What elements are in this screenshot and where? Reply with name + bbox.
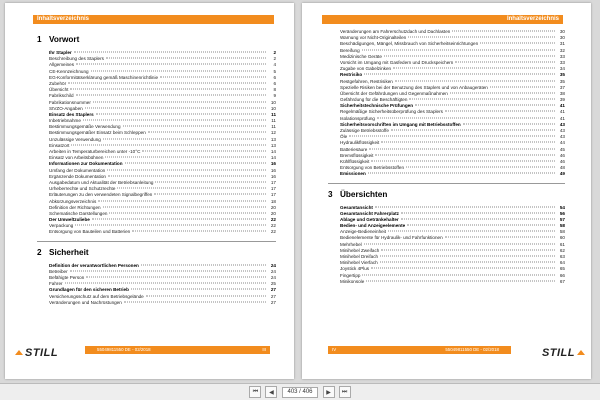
toc-entry-page: 9 bbox=[273, 93, 276, 99]
toc-entry-title: Informationen zur Dokumentation bbox=[49, 161, 123, 167]
toc-entry-title: Beschädigungen, Mängel, Missbrauch von Sicherheitseinrichtungen bbox=[340, 41, 479, 47]
dot-leader bbox=[74, 52, 266, 53]
toc-entry-title: Kühlflüssigkeit bbox=[340, 158, 370, 164]
dot-leader bbox=[384, 55, 555, 56]
toc-entry-title: Veränderungen und Nachrüstungen bbox=[49, 299, 122, 305]
toc-entry-page: 45 bbox=[559, 146, 565, 152]
toc-entry-page: 4 bbox=[273, 62, 276, 68]
toc-entry-page: 41 bbox=[559, 115, 565, 121]
logo-triangle-icon bbox=[15, 350, 23, 355]
toc-entry-title: Übersicht bbox=[49, 87, 69, 93]
toc-entry-title: Isolationsprüfung bbox=[340, 115, 375, 121]
toc-entry-title: Arbeiten in Temperaturbereichen unter -10°C bbox=[49, 149, 141, 154]
toc-entry-page: 17 bbox=[270, 186, 276, 192]
toc-entry[interactable] bbox=[340, 279, 565, 285]
toc-entry-page: 11 bbox=[271, 124, 276, 130]
toc-entry-page: 48 bbox=[559, 165, 565, 171]
toc-entry-title: EG-Konformitätserklärung gemäß Maschinenrichtlinie bbox=[49, 74, 159, 80]
dot-leader bbox=[490, 86, 555, 87]
toc-entry-title: Definition der Richtungen bbox=[49, 204, 101, 210]
toc-entry-title: Definition der verantwortlichen Personen bbox=[49, 262, 139, 268]
toc-entry-title: Urheberrechte und Schutzrechte bbox=[49, 186, 116, 192]
toc-entry-title: Bestimmungsgemäße Verwendung bbox=[49, 124, 121, 130]
document-code: 55049811550 DE - 02/2018 bbox=[97, 347, 151, 352]
toc-entry-page: 30 bbox=[559, 35, 565, 41]
toc-entry-title: Einsatz des Staplers bbox=[49, 111, 94, 117]
dot-leader bbox=[463, 123, 555, 124]
chapter-heading bbox=[37, 248, 276, 259]
dot-leader bbox=[68, 82, 266, 83]
toc-entry-title: Befähigte Person bbox=[49, 275, 85, 280]
toc-entry-page: 16 bbox=[270, 161, 276, 167]
dot-leader bbox=[146, 295, 266, 296]
toc-entry[interactable] bbox=[49, 229, 276, 235]
toc-entry-title: Grundlagen für den sicheren Betrieb bbox=[49, 287, 129, 293]
toc-entry-page: 39 bbox=[559, 97, 565, 103]
toc-entry-page: 46 bbox=[559, 158, 565, 164]
toc-entry-page: 22 bbox=[270, 223, 276, 229]
toc-entry-page: 27 bbox=[270, 299, 276, 305]
toc-entry-page: 66 bbox=[559, 272, 565, 278]
toc-entry-title: Ausgabedatum und Aktualität der Betriebsanleitung bbox=[49, 179, 154, 185]
still-logo: STILL bbox=[541, 347, 575, 359]
dot-leader bbox=[93, 101, 266, 102]
toc-entry-title: Veränderungen am Fahrerschutzdach und Dachlasten bbox=[340, 29, 451, 34]
chapter-title: Übersichten bbox=[340, 189, 388, 199]
dot-leader bbox=[160, 76, 266, 77]
toc-entry-title: Batteriesäure bbox=[340, 146, 368, 152]
toc-entry-title: Fabrikationsnummer bbox=[49, 99, 91, 105]
toc-entry-page: 54 bbox=[559, 204, 565, 210]
toc-entry-title: Übersicht der Gefährdungen und Gegenmaßnahmen bbox=[340, 90, 448, 96]
toc-entry-page: 57 bbox=[559, 216, 565, 222]
toc-entry-title: Schematische Darstellungen bbox=[49, 210, 108, 216]
chapter-divider bbox=[328, 183, 565, 184]
toc-entry-title: Unzulässige Verwendung bbox=[49, 136, 101, 142]
dot-leader bbox=[349, 136, 555, 137]
toc-entry-title: Entsorgung von Betriebsstoffen bbox=[340, 165, 405, 171]
dot-leader bbox=[142, 151, 266, 152]
toc-entry-title: Sicherheitsvorschriften im Umgang mit Betriebsstoffen bbox=[340, 121, 461, 127]
dot-leader bbox=[96, 113, 266, 114]
toc-entry-page: 35 bbox=[559, 78, 565, 84]
toc-entry-title: Verpackung bbox=[49, 223, 74, 229]
page-indicator[interactable]: 403 / 406 bbox=[282, 387, 317, 398]
page-header: Inhaltsverzeichnis bbox=[33, 15, 274, 24]
dot-leader bbox=[409, 99, 555, 100]
dot-leader bbox=[450, 92, 555, 93]
toc-entry-title: Bedien- und Anzeigeelemente bbox=[340, 223, 406, 229]
toc-entry-title: Abkürzungsverzeichnis bbox=[49, 198, 97, 204]
dot-leader bbox=[381, 249, 555, 250]
dot-leader bbox=[155, 181, 266, 182]
dot-leader bbox=[71, 144, 266, 145]
toc-entry-page: 43 bbox=[559, 121, 565, 127]
toc-entry[interactable] bbox=[340, 171, 565, 177]
toc-entry-title: Umfang der Dokumentation bbox=[49, 167, 106, 173]
chapter-heading bbox=[37, 35, 276, 46]
page-number: III bbox=[262, 347, 266, 352]
toc-entry-title: Betreiber bbox=[49, 268, 68, 274]
toc-entry-page: 22 bbox=[270, 217, 276, 223]
toc-entry-page: 20 bbox=[270, 210, 276, 216]
dot-leader bbox=[480, 43, 555, 44]
dot-leader bbox=[368, 173, 555, 174]
chapter-number: 3 bbox=[328, 189, 333, 199]
chapter-number: 2 bbox=[37, 247, 42, 257]
toc-entry-page: 6 bbox=[273, 74, 276, 80]
dot-leader bbox=[76, 95, 266, 96]
dot-leader bbox=[91, 70, 266, 71]
dot-leader bbox=[364, 243, 555, 244]
toc-entry-page: 13 bbox=[270, 136, 276, 142]
toc-entry-title: Einsatzort bbox=[49, 142, 70, 148]
dot-leader bbox=[125, 163, 267, 164]
dot-leader bbox=[381, 142, 555, 143]
toc-entry-title: Warnung vor Nicht-Originalteilen bbox=[340, 35, 407, 41]
toc-entry-page: 24 bbox=[270, 275, 276, 280]
dot-leader bbox=[75, 225, 266, 226]
dot-leader bbox=[375, 154, 555, 155]
toc-entry-page: 16 bbox=[270, 167, 276, 173]
toc-entry-page: 2 bbox=[273, 50, 276, 55]
dot-leader bbox=[85, 107, 266, 108]
toc-entry-page: 5 bbox=[273, 68, 276, 74]
toc-entry-title: Bestimmungsgemäßer Einsatz beim Schleppen bbox=[49, 130, 146, 136]
toc-entry-title: Anzeige-Bedieneinheit bbox=[340, 229, 386, 235]
page-header: Inhaltsverzeichnis bbox=[322, 15, 563, 24]
viewer-toolbar bbox=[0, 383, 600, 400]
toc-entry-page: 37 bbox=[559, 84, 565, 90]
dot-leader bbox=[401, 212, 555, 213]
dot-leader bbox=[388, 231, 555, 232]
toc-content bbox=[37, 29, 276, 306]
toc-entry-page: 12 bbox=[270, 130, 276, 136]
dot-leader bbox=[92, 219, 266, 220]
dot-leader bbox=[105, 157, 266, 158]
toc-entry-title: Minikonsole bbox=[340, 278, 365, 284]
dot-leader bbox=[371, 160, 555, 161]
dot-leader bbox=[377, 117, 555, 118]
toc-entry-page: 27 bbox=[270, 293, 276, 299]
dot-leader bbox=[369, 148, 555, 149]
toc-entry-title: Spezielle Risiken bei der Benutzung des Staplers und von Anbaugeräten bbox=[340, 84, 488, 90]
dot-leader bbox=[65, 283, 266, 284]
toc-entry-title: Inbetriebnahme bbox=[49, 118, 81, 124]
toc-entry-page: 24 bbox=[270, 268, 276, 274]
toc-entry-title: Zugabe von Gabelzinken bbox=[340, 66, 392, 72]
dot-leader bbox=[395, 80, 555, 81]
dot-leader bbox=[131, 289, 266, 290]
toc-entry-page: 10 bbox=[270, 99, 276, 105]
toc-entry-title: Ablage und Getränkehalter bbox=[340, 216, 399, 222]
dot-leader bbox=[364, 74, 555, 75]
page-number: IV bbox=[332, 347, 337, 352]
dot-leader bbox=[109, 212, 266, 213]
toc-entry-page: 33 bbox=[559, 59, 565, 65]
dot-leader bbox=[452, 31, 555, 32]
dot-leader bbox=[141, 264, 266, 265]
chapter-title: Sicherheit bbox=[49, 247, 89, 257]
dot-leader bbox=[445, 111, 555, 112]
dot-leader bbox=[445, 237, 555, 238]
next-page-icon[interactable]: ▶ bbox=[323, 386, 335, 398]
dot-leader bbox=[123, 126, 267, 127]
dot-leader bbox=[393, 68, 555, 69]
toc-entry-page: 64 bbox=[559, 260, 565, 266]
toc-entry-page: 58 bbox=[559, 223, 565, 229]
dot-leader bbox=[86, 277, 266, 278]
toc-entry-page: 18 bbox=[270, 198, 276, 204]
toc-entry-title: Versicherungsschutz auf dem Betriebsgelände bbox=[49, 293, 144, 299]
toc-entry-page: 56 bbox=[559, 210, 565, 216]
chapter-heading bbox=[328, 190, 565, 201]
toc-entry-page: 35 bbox=[559, 72, 565, 78]
toc-entry-page: 17 bbox=[270, 192, 276, 198]
first-page-icon[interactable]: ⏮ bbox=[249, 386, 261, 398]
toc-entry-page: 38 bbox=[559, 90, 565, 96]
toc-entry-page: 14 bbox=[270, 155, 276, 161]
toc-entry-page: 13 bbox=[270, 142, 276, 148]
dot-leader bbox=[70, 89, 266, 90]
dot-leader bbox=[380, 262, 555, 263]
toc-entry-title: Ihr Stapler bbox=[49, 50, 72, 55]
toc-entry-title: Vorsicht im Umgang mit Gasfedern und Druckspeichern bbox=[340, 59, 454, 65]
toc-entry-title: Gesamtansicht Fahrerplatz bbox=[340, 210, 399, 216]
toc-entry-page: 14 bbox=[270, 149, 276, 154]
toc-entry-title: Joystick 4Plus bbox=[340, 266, 370, 272]
dot-leader bbox=[415, 105, 555, 106]
toc-entry[interactable] bbox=[49, 300, 276, 306]
toc-entry-title: Restgefahren, Restrisiken bbox=[340, 78, 393, 84]
still-logo: STILL bbox=[25, 347, 59, 359]
toc-entry-title: Allgemeines bbox=[49, 62, 75, 68]
toc-entry-title: Regelmäßige Sicherheitsüberprüfung des Staplers bbox=[340, 109, 443, 115]
toc-entry-page: 11 bbox=[271, 111, 276, 117]
chapter-divider bbox=[37, 241, 276, 242]
toc-entry-page: 24 bbox=[270, 262, 276, 268]
toc-entry-title: Ergänzende Dokumentation bbox=[49, 173, 106, 179]
toc-entry-title: Minihebel Dreifach bbox=[340, 254, 379, 259]
toc-entry-page: 43 bbox=[559, 128, 565, 133]
dot-leader bbox=[107, 169, 266, 170]
dot-leader bbox=[407, 225, 555, 226]
toc-entry-title: Entsorgung von Bauteilen und Batterien bbox=[49, 229, 131, 235]
dot-leader bbox=[362, 49, 555, 50]
toc-entry-title: Medizinische Geräte bbox=[340, 53, 382, 59]
dot-leader bbox=[98, 200, 266, 201]
dot-leader bbox=[401, 218, 555, 219]
dot-leader bbox=[106, 58, 266, 59]
toc-entry-title: Öle bbox=[340, 134, 348, 140]
toc-entry-title: Bremsflüssigkeit bbox=[340, 152, 374, 158]
toc-entry-page: 44 bbox=[559, 140, 565, 146]
dot-leader bbox=[366, 280, 555, 281]
toc-entry-title: Fingertipp bbox=[340, 272, 361, 278]
toc-entry-title: Minihebel Zweifach bbox=[340, 247, 380, 253]
toc-entry-page: 27 bbox=[270, 287, 276, 293]
toc-entry-page: 16 bbox=[270, 173, 276, 179]
dot-leader bbox=[83, 120, 266, 121]
toc-entry-page: 20 bbox=[270, 204, 276, 210]
toc-entry-page: 32 bbox=[559, 47, 565, 53]
dot-leader bbox=[375, 206, 555, 207]
toc-entry-title: Gefährdung für die Beschäftigten bbox=[340, 97, 408, 103]
dot-leader bbox=[408, 37, 555, 38]
dot-leader bbox=[380, 256, 555, 257]
toc-entry-title: CE-Kennzeichnung bbox=[49, 68, 89, 74]
toc-entry-page: 17 bbox=[270, 179, 276, 185]
toc-entry-title: Zulässige Betriebsstoffe bbox=[340, 128, 389, 133]
toc-entry-title: Fabrikschild bbox=[49, 93, 74, 99]
dot-leader bbox=[132, 231, 266, 232]
toc-entry-title: Fahrer bbox=[49, 281, 63, 287]
toc-entry-title: Emissionen bbox=[340, 171, 366, 177]
toc-entry-page: 34 bbox=[559, 66, 565, 72]
toc-entry-page: 11 bbox=[271, 118, 276, 124]
dot-leader bbox=[103, 138, 266, 139]
toc-entry-title: Beschreibung des Staplers bbox=[49, 56, 104, 62]
toc-entry-page: 65 bbox=[559, 266, 565, 272]
toc-entry-page: 61 bbox=[559, 241, 565, 247]
toc-entry-page: 43 bbox=[559, 134, 565, 140]
dot-leader bbox=[108, 175, 266, 176]
toc-entry-page: 10 bbox=[270, 105, 276, 111]
toc-entry-title: StVZO-Angaben bbox=[49, 105, 83, 111]
dot-leader bbox=[154, 194, 266, 195]
toc-entry-title: Mehrhebel bbox=[340, 241, 362, 247]
dot-leader bbox=[76, 64, 266, 65]
chapter-number: 1 bbox=[37, 35, 42, 44]
page-footer bbox=[328, 346, 511, 354]
toc-entry-page: 67 bbox=[559, 278, 565, 284]
dot-leader bbox=[391, 130, 555, 131]
toc-entry-page: 25 bbox=[270, 281, 276, 287]
previous-page-icon[interactable]: ◀ bbox=[265, 386, 277, 398]
chapter-title: Vorwort bbox=[49, 35, 80, 44]
toc-entry-page: 33 bbox=[559, 53, 565, 59]
document-code: 55049811550 DE - 02/2018 bbox=[445, 347, 499, 352]
toc-entry-title: Einsatz von Arbeitsbühnen bbox=[49, 155, 104, 161]
toc-entry-title: Gesamtansicht bbox=[340, 204, 373, 210]
dot-leader bbox=[362, 274, 555, 275]
toc-entry-page: 8 bbox=[273, 87, 276, 93]
dot-leader bbox=[117, 188, 266, 189]
toc-entry-title: Erläuterungen zu den verwendeten Signalbegriffen bbox=[49, 192, 153, 198]
toc-entry-page: 41 bbox=[559, 103, 565, 109]
toc-entry-page: 46 bbox=[559, 152, 565, 158]
toc-entry-page: 60 bbox=[559, 235, 565, 241]
toc-entry-title: Hydraulikflüssigkeit bbox=[340, 140, 380, 146]
dot-leader bbox=[103, 206, 266, 207]
dot-leader bbox=[70, 270, 266, 271]
toc-entry-title: Minihebel Vierfach bbox=[340, 260, 378, 266]
toc-entry-page: 63 bbox=[559, 254, 565, 259]
toc-entry-page: 22 bbox=[270, 229, 276, 235]
dot-leader bbox=[406, 167, 555, 168]
toc-entry-page: 6 bbox=[273, 80, 276, 86]
toc-entry-title: Sicherheitstechnische Prüfungen bbox=[340, 103, 414, 109]
toc-entry-title: Restrisiko bbox=[340, 72, 363, 78]
toc-entry-page: 31 bbox=[559, 41, 565, 47]
right-page bbox=[302, 3, 591, 379]
page-footer bbox=[85, 346, 270, 354]
toc-entry-page: 58 bbox=[559, 229, 565, 235]
logo-triangle-icon bbox=[577, 350, 585, 355]
toc-entry-page: 62 bbox=[559, 247, 565, 253]
toc-entry-page: 41 bbox=[559, 109, 565, 115]
last-page-icon[interactable]: ⏭ bbox=[339, 386, 351, 398]
toc-entry-page: 30 bbox=[559, 29, 565, 34]
dot-leader bbox=[124, 301, 266, 302]
toc-entry-page: 49 bbox=[559, 171, 565, 177]
left-page bbox=[5, 3, 294, 379]
toc-entry-title: Zubehör bbox=[49, 80, 67, 86]
dot-leader bbox=[371, 268, 555, 269]
toc-content bbox=[328, 29, 565, 285]
dot-leader bbox=[455, 61, 555, 62]
dot-leader bbox=[148, 132, 266, 133]
toc-entry-title: Bedienelemente für Hydraulik- und Fahrfunktionen bbox=[340, 235, 443, 241]
toc-entry-title: Bereifung bbox=[340, 47, 360, 53]
toc-entry-page: 2 bbox=[273, 56, 276, 62]
toc-entry-title: Der Umweltzuliebe bbox=[49, 217, 90, 223]
